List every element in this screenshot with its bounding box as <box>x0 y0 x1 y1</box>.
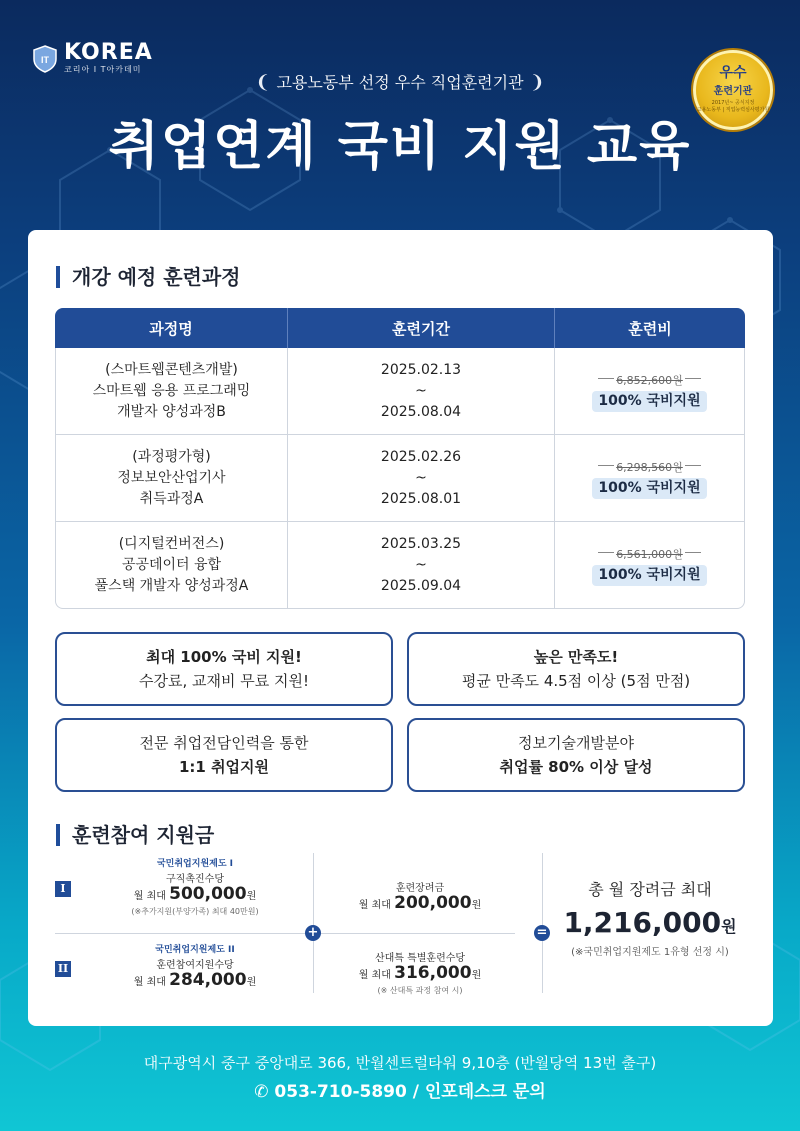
course-fee: 6,298,560원 100% 국비지원 <box>554 435 745 522</box>
table-row[interactable] <box>55 435 745 522</box>
column-header: 훈련비 <box>554 308 745 348</box>
feature-box-satisfaction: 높은 만족도! 평균 만족도 4.5점 이상 (5점 만점) <box>407 632 745 706</box>
content-card <box>28 230 773 1026</box>
course-period: 2025.02.13 ~ 2025.08.04 <box>287 348 554 435</box>
support-badge: 100% 국비지원 <box>592 391 706 412</box>
course-period: 2025.03.25 ~ 2025.09.04 <box>287 522 554 609</box>
laurel-right-icon: ❩ <box>529 72 545 93</box>
support-item-3: 훈련장려금 월 최대 200,000원 <box>358 883 482 913</box>
brand-subtitle: 코리아 I T아카데미 <box>64 65 142 74</box>
course-fee: 6,852,600원 100% 국비지원 <box>554 348 745 435</box>
equals-icon: = <box>534 925 550 941</box>
header-subtitle: ❨ 고용노동부 선정 우수 직업훈련기관 ❩ <box>255 72 545 93</box>
phone-contact[interactable]: ✆ 053-710-5890 / 인포데스크 문의 <box>254 1082 546 1102</box>
roman-numeral-badge: II <box>55 961 71 977</box>
svg-text:IT: IT <box>41 54 49 65</box>
column-header: 훈련기간 <box>287 308 554 348</box>
support-item-4: 산대특 특별훈련수당 월 최대 316,000원 (※ 산대특 과정 참여 시) <box>358 953 482 995</box>
divider <box>542 853 543 993</box>
address-text: 대구광역시 중구 중앙대로 366, 반월센트럴타워 9,10층 (반월당역 13번 출구) <box>143 1054 657 1072</box>
section-title-courses: 개강 예정 훈련과정 <box>56 266 241 288</box>
course-fee: 6,561,000원 100% 국비지원 <box>554 522 745 609</box>
roman-numeral-badge: I <box>55 881 71 897</box>
excellence-badge: 우수 훈련기관 2017년~ 공식지정 고용노동부 | 직업능력심사평가원 <box>693 50 773 130</box>
feature-box-employment-rate: 정보기술개발분야 취업률 80% 이상 달성 <box>407 718 745 792</box>
laurel-left-icon: ❨ <box>255 72 271 93</box>
brand-name: KOREA <box>64 40 153 65</box>
feature-box-funding: 최대 100% 국비 지원! 수강료, 교재비 무료 지원! <box>55 632 393 706</box>
table-row[interactable] <box>55 348 745 435</box>
shield-icon <box>32 45 58 73</box>
feature-box-job-support: 전문 취업전담인력을 통한 1:1 취업지원 <box>55 718 393 792</box>
support-item-2: 국민취업지원제도 II 훈련참여지원수당 월 최대 284,000원 <box>133 945 257 990</box>
course-table <box>55 308 745 609</box>
support-panel <box>55 847 745 997</box>
course-name: (디지털컨버전스) 공공데이터 융합 풀스택 개발자 양성과정A <box>55 522 287 609</box>
phone-icon: ✆ <box>254 1082 269 1102</box>
column-header: 과정명 <box>55 308 287 348</box>
divider <box>313 853 314 993</box>
divider <box>55 933 515 934</box>
course-name: (스마트웹콘텐츠개발) 스마트웹 응용 프로그래밍 개발자 양성과정B <box>55 348 287 435</box>
section-title-support: 훈련참여 지원금 <box>56 824 214 846</box>
total-allowance: 총 월 장려금 최대 1,216,000원 (※국민취업지원제도 1유형 선정 시) <box>563 880 737 958</box>
page-title: 취업연계 국비 지원 교육 <box>108 117 692 177</box>
course-period: 2025.02.26 ~ 2025.08.01 <box>287 435 554 522</box>
support-item-1: 국민취업지원제도 I 구직촉진수당 월 최대 500,000원 (※추가지원(부양가족) 최대 40만원) <box>131 859 259 916</box>
course-name: (과정평가형) 정보보안산업기사 취득과정A <box>55 435 287 522</box>
plus-icon: + <box>305 925 321 941</box>
support-badge: 100% 국비지원 <box>592 478 706 499</box>
table-row[interactable] <box>55 522 745 609</box>
support-badge: 100% 국비지원 <box>592 565 706 586</box>
